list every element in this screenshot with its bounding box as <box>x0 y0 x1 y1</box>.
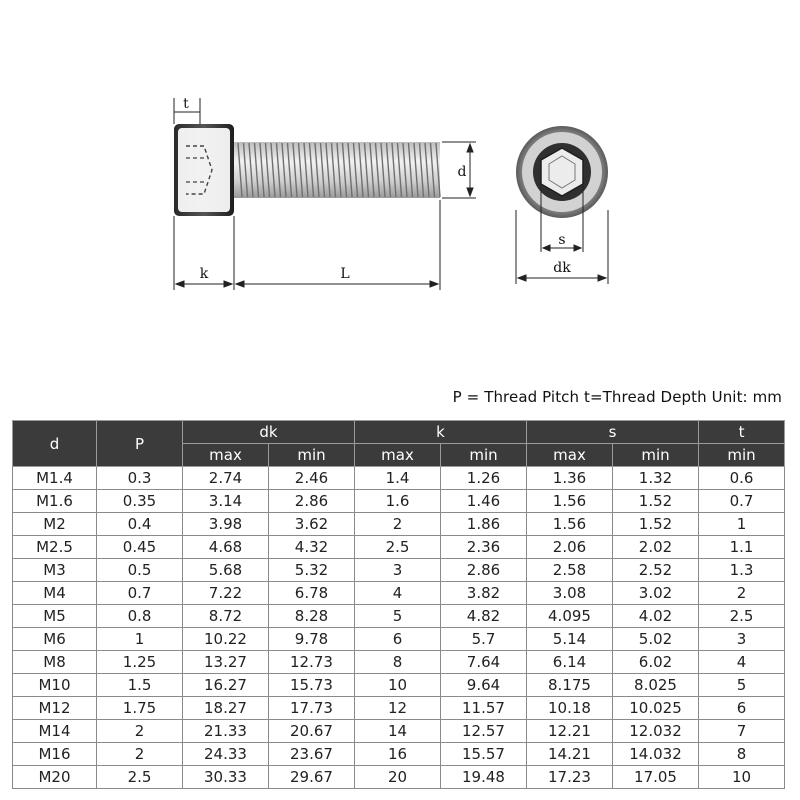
table-cell: 15.57 <box>441 743 527 766</box>
subheader: min <box>269 444 355 467</box>
table-cell: 7 <box>699 720 785 743</box>
table-cell: 8 <box>699 743 785 766</box>
table-cell: 3.14 <box>183 490 269 513</box>
table-cell: 18.27 <box>183 697 269 720</box>
table-cell: 4.68 <box>183 536 269 559</box>
table-cell: 12.57 <box>441 720 527 743</box>
table-cell: 12 <box>355 697 441 720</box>
table-cell: M2 <box>13 513 97 536</box>
table-cell: 17.05 <box>613 766 699 789</box>
screw-dimension-diagram <box>0 0 800 380</box>
table-cell: 23.67 <box>269 743 355 766</box>
table-cell: 6 <box>699 697 785 720</box>
table-row <box>13 513 785 536</box>
table-cell: 5.7 <box>441 628 527 651</box>
table-cell: 10 <box>699 766 785 789</box>
table-cell: M8 <box>13 651 97 674</box>
table-cell: 5.32 <box>269 559 355 582</box>
table-cell: 2 <box>97 720 183 743</box>
table-cell: 1 <box>699 513 785 536</box>
table-cell: 3 <box>355 559 441 582</box>
table-header-row <box>13 421 785 444</box>
subheader: max <box>355 444 441 467</box>
table-cell: 7.22 <box>183 582 269 605</box>
table-cell: 30.33 <box>183 766 269 789</box>
table-cell: 2.5 <box>699 605 785 628</box>
table-cell: 3.82 <box>441 582 527 605</box>
table-cell: 0.45 <box>97 536 183 559</box>
header-p: P <box>97 421 183 467</box>
table-row <box>13 628 785 651</box>
table-cell: 7.64 <box>441 651 527 674</box>
table-cell: 2.86 <box>269 490 355 513</box>
subheader: max <box>183 444 269 467</box>
table-row <box>13 651 785 674</box>
table-cell: 14 <box>355 720 441 743</box>
table-cell: 1.4 <box>355 467 441 490</box>
table-cell: 0.3 <box>97 467 183 490</box>
table-cell: 1.1 <box>699 536 785 559</box>
table-cell: 2 <box>97 743 183 766</box>
header-dk: dk <box>183 421 355 444</box>
table-row <box>13 582 785 605</box>
table-cell: 1.6 <box>355 490 441 513</box>
table-cell: 24.33 <box>183 743 269 766</box>
label-L: L <box>340 266 350 282</box>
label-t: t <box>183 96 189 112</box>
table-cell: 16.27 <box>183 674 269 697</box>
units-note: P = Thread Pitch t=Thread Depth Unit: mm <box>452 388 782 406</box>
table-cell: 3.08 <box>527 582 613 605</box>
table-cell: M16 <box>13 743 97 766</box>
table-cell: 5 <box>355 605 441 628</box>
table-cell: 12.032 <box>613 720 699 743</box>
table-cell: M20 <box>13 766 97 789</box>
table-cell: 4 <box>699 651 785 674</box>
table-cell: 6.78 <box>269 582 355 605</box>
label-s: s <box>558 232 566 248</box>
table-cell: M3 <box>13 559 97 582</box>
table-cell: 9.64 <box>441 674 527 697</box>
table-cell: 1.26 <box>441 467 527 490</box>
label-dk: dk <box>553 260 571 276</box>
table-cell: M6 <box>13 628 97 651</box>
table-cell: M5 <box>13 605 97 628</box>
header-s: s <box>527 421 699 444</box>
table-cell: 2.58 <box>527 559 613 582</box>
table-cell: 20 <box>355 766 441 789</box>
table-cell: 8.28 <box>269 605 355 628</box>
subheader: min <box>699 444 785 467</box>
table-cell: 2.74 <box>183 467 269 490</box>
table-cell: 4 <box>355 582 441 605</box>
table-cell: 4.32 <box>269 536 355 559</box>
table-cell: 21.33 <box>183 720 269 743</box>
table-cell: 1.52 <box>613 513 699 536</box>
table-cell: 12.73 <box>269 651 355 674</box>
table-cell: 17.23 <box>527 766 613 789</box>
table-cell: 5 <box>699 674 785 697</box>
table-cell: 0.7 <box>699 490 785 513</box>
table-cell: M14 <box>13 720 97 743</box>
table-row <box>13 766 785 789</box>
table-cell: 1.3 <box>699 559 785 582</box>
table-cell: 1.56 <box>527 513 613 536</box>
table-cell: 3.98 <box>183 513 269 536</box>
table-cell: 10.22 <box>183 628 269 651</box>
table-row <box>13 674 785 697</box>
table-cell: 4.82 <box>441 605 527 628</box>
table-cell: 1.46 <box>441 490 527 513</box>
table-cell: 8.72 <box>183 605 269 628</box>
header-t: t <box>699 421 785 444</box>
table-cell: 2.5 <box>355 536 441 559</box>
table-cell: 1 <box>97 628 183 651</box>
table-cell: 0.35 <box>97 490 183 513</box>
subheader: min <box>441 444 527 467</box>
table-row <box>13 467 785 490</box>
table-cell: 6.02 <box>613 651 699 674</box>
table-row <box>13 536 785 559</box>
table-cell: 1.75 <box>97 697 183 720</box>
table-cell: M10 <box>13 674 97 697</box>
table-cell: 2.02 <box>613 536 699 559</box>
table-cell: 4.02 <box>613 605 699 628</box>
label-d: d <box>457 164 467 180</box>
table-row <box>13 720 785 743</box>
table-row <box>13 490 785 513</box>
table-cell: M12 <box>13 697 97 720</box>
table-cell: 14.21 <box>527 743 613 766</box>
table-row <box>13 605 785 628</box>
table-cell: 11.57 <box>441 697 527 720</box>
table-cell: 1.32 <box>613 467 699 490</box>
table-cell: 1.36 <box>527 467 613 490</box>
table-cell: 0.5 <box>97 559 183 582</box>
subheader: min <box>613 444 699 467</box>
table-cell: 3.62 <box>269 513 355 536</box>
table-cell: 2 <box>355 513 441 536</box>
table-row <box>13 743 785 766</box>
table-cell: 8.025 <box>613 674 699 697</box>
table-row <box>13 559 785 582</box>
table-cell: 10 <box>355 674 441 697</box>
table-cell: 2.86 <box>441 559 527 582</box>
table-cell: 5.68 <box>183 559 269 582</box>
table-cell: 2.36 <box>441 536 527 559</box>
table-cell: M4 <box>13 582 97 605</box>
screw-head-side-view <box>174 124 234 216</box>
table-row <box>13 697 785 720</box>
table-cell: 1.52 <box>613 490 699 513</box>
header-k: k <box>355 421 527 444</box>
table-cell: 8 <box>355 651 441 674</box>
table-cell: 29.67 <box>269 766 355 789</box>
table-cell: 0.8 <box>97 605 183 628</box>
table-cell: 19.48 <box>441 766 527 789</box>
spec-table <box>12 420 785 789</box>
table-cell: 2.46 <box>269 467 355 490</box>
table-cell: 2.52 <box>613 559 699 582</box>
table-cell: M1.4 <box>13 467 97 490</box>
subheader: max <box>527 444 613 467</box>
table-cell: 3 <box>699 628 785 651</box>
table-cell: 5.14 <box>527 628 613 651</box>
table-cell: 15.73 <box>269 674 355 697</box>
table-cell: 0.7 <box>97 582 183 605</box>
table-cell: 13.27 <box>183 651 269 674</box>
screw-head-end-view <box>516 126 608 218</box>
table-cell: 17.73 <box>269 697 355 720</box>
label-k: k <box>199 266 209 282</box>
table-cell: 12.21 <box>527 720 613 743</box>
table-cell: 1.86 <box>441 513 527 536</box>
table-cell: 9.78 <box>269 628 355 651</box>
table-cell: 3.02 <box>613 582 699 605</box>
screw-shank-side-view <box>234 142 440 198</box>
table-cell: 14.032 <box>613 743 699 766</box>
table-cell: M1.6 <box>13 490 97 513</box>
table-cell: 6 <box>355 628 441 651</box>
table-cell: 1.56 <box>527 490 613 513</box>
table-cell: 1.5 <box>97 674 183 697</box>
table-cell: 10.18 <box>527 697 613 720</box>
table-cell: M2.5 <box>13 536 97 559</box>
table-cell: 4.095 <box>527 605 613 628</box>
table-cell: 0.6 <box>699 467 785 490</box>
table-cell: 2.5 <box>97 766 183 789</box>
table-cell: 10.025 <box>613 697 699 720</box>
table-cell: 5.02 <box>613 628 699 651</box>
table-cell: 6.14 <box>527 651 613 674</box>
table-cell: 8.175 <box>527 674 613 697</box>
table-cell: 0.4 <box>97 513 183 536</box>
table-cell: 2.06 <box>527 536 613 559</box>
table-cell: 16 <box>355 743 441 766</box>
header-d: d <box>13 421 97 467</box>
table-cell: 20.67 <box>269 720 355 743</box>
table-cell: 1.25 <box>97 651 183 674</box>
table-cell: 2 <box>699 582 785 605</box>
